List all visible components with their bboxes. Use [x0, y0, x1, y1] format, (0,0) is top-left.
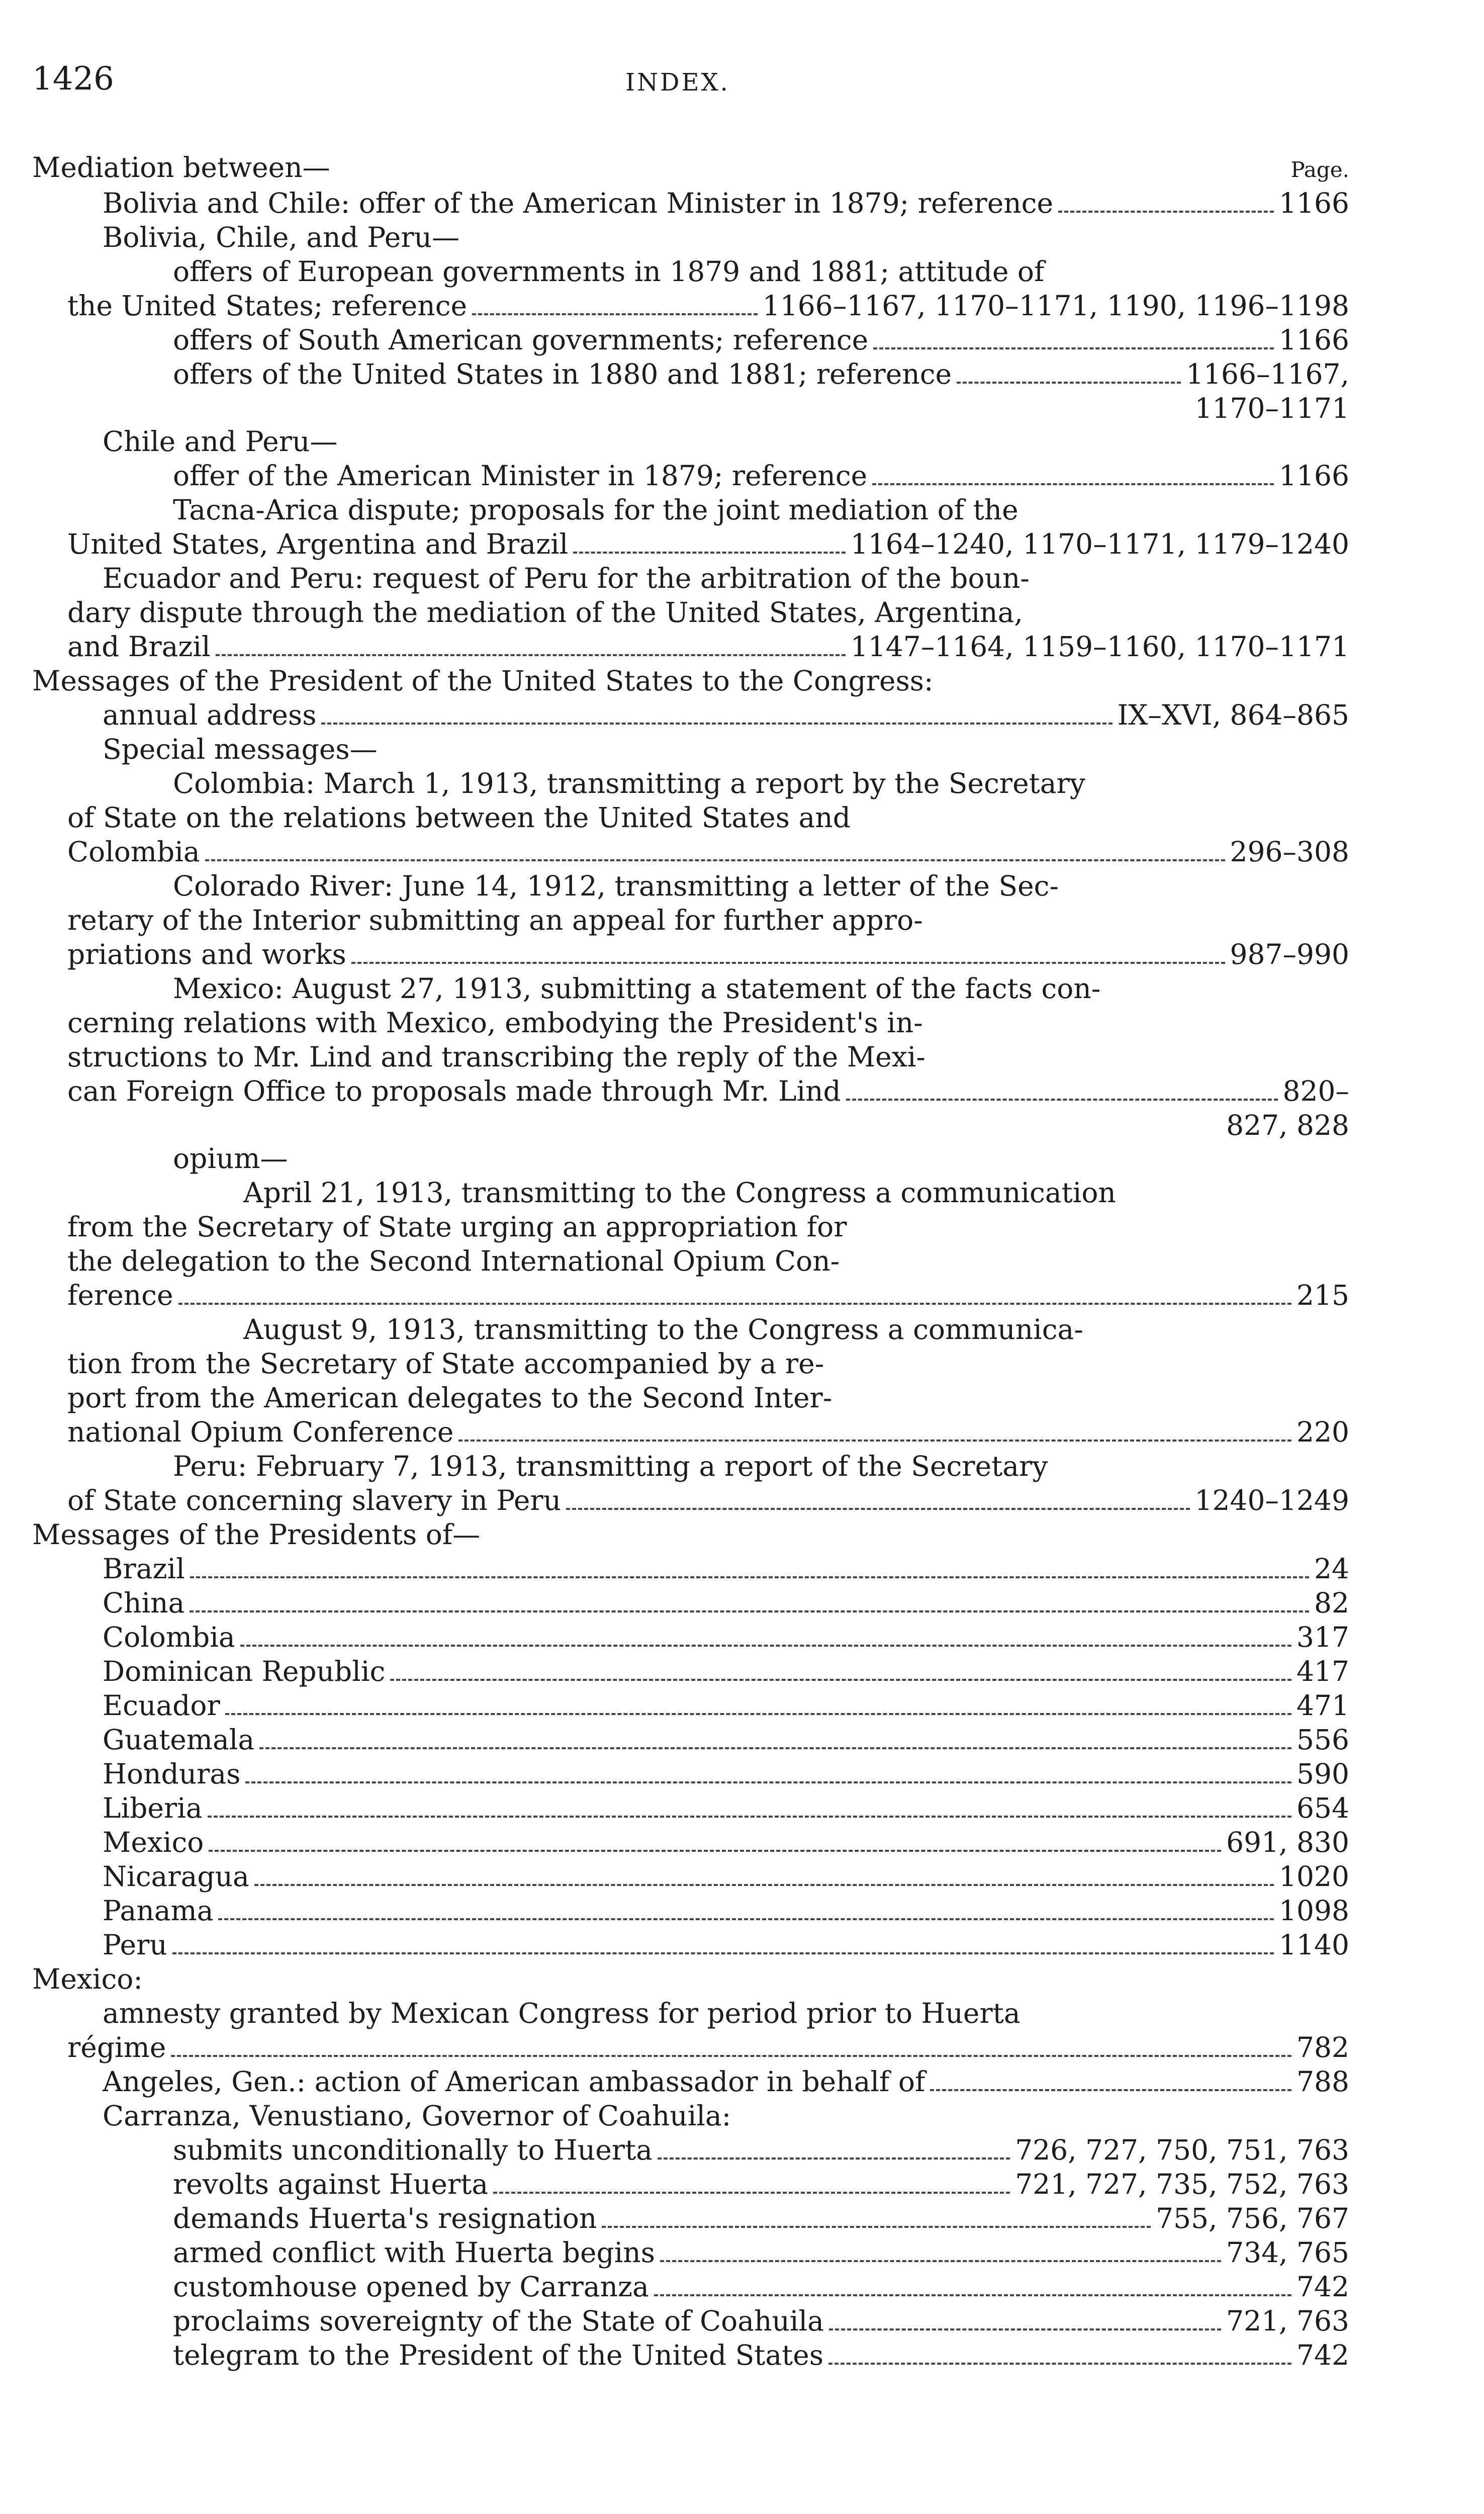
- dot-leader: [872, 483, 1274, 485]
- entry-text: Messages of the President of the United States to the Congress:: [32, 665, 934, 697]
- dot-leader: [829, 2328, 1221, 2330]
- entry-text: Mexico:: [32, 1963, 143, 1995]
- entry-text: Tacna-Arica dispute; proposals for the joint mediation of the: [173, 494, 1018, 526]
- index-entry: [32, 1723, 1349, 1757]
- entry-page-ref: 987–990: [1230, 938, 1349, 970]
- index-entry: [32, 425, 1349, 459]
- dot-leader: [1058, 211, 1274, 213]
- entry-page-ref: 1098: [1279, 1895, 1349, 1927]
- dot-leader: [209, 1850, 1221, 1852]
- dot-leader: [225, 1713, 1291, 1715]
- entry-page-ref: IX–XVI, 864–865: [1117, 699, 1349, 731]
- index-entry: [32, 1142, 1349, 1176]
- entry-page-ref: 726, 727, 750, 751, 763: [1015, 2134, 1349, 2166]
- index-entry: [32, 562, 1349, 596]
- index-entry: [32, 1552, 1349, 1586]
- index-entry: [32, 2099, 1349, 2133]
- index-entry: [32, 289, 1349, 323]
- index-entry: [32, 2168, 1349, 2202]
- index-entry: [32, 1484, 1349, 1518]
- entry-page-ref: 788: [1296, 2066, 1349, 2098]
- entry-text: of State on the relations between the United States and: [67, 801, 851, 834]
- index-entry: [32, 2065, 1349, 2099]
- entry-text: régime: [67, 2031, 166, 2063]
- entry-text: Colombia: [67, 836, 200, 868]
- index-entry: [32, 1450, 1349, 1484]
- entry-text: of State concerning slavery in Peru: [67, 1484, 562, 1516]
- entry-text: Colombia: [103, 1621, 235, 1653]
- index-entry: [32, 733, 1349, 767]
- dot-leader: [321, 723, 1112, 725]
- entry-text: Nicaragua: [103, 1860, 249, 1893]
- index-entry: [32, 938, 1349, 972]
- index-entry: [32, 255, 1349, 289]
- entry-text: August 9, 1913, transmitting to the Congress a communica-: [243, 1313, 1083, 1345]
- index-entry: [32, 1791, 1349, 1826]
- entry-page-ref: 820–: [1282, 1075, 1349, 1107]
- index-entry: [32, 1313, 1349, 1347]
- dot-leader: [240, 1645, 1291, 1647]
- entry-page-ref: 317: [1296, 1621, 1349, 1653]
- dot-leader: [828, 2363, 1291, 2365]
- entry-text: Honduras: [103, 1758, 241, 1790]
- entry-text: Bolivia, Chile, and Peru—: [103, 221, 460, 253]
- dot-leader: [218, 1918, 1274, 1920]
- index-entry: [32, 2270, 1349, 2304]
- entry-text: offer of the American Minister in 1879; reference: [173, 460, 868, 492]
- entry-page-ref: 215: [1296, 1279, 1349, 1311]
- index-entry: [32, 1074, 1349, 1109]
- index-entry: [32, 1279, 1349, 1313]
- entry-text: proclaims sovereignty of the State of Coahuila: [173, 2305, 824, 2337]
- entry-page-ref: 1166: [1279, 460, 1349, 492]
- dot-leader: [216, 654, 846, 656]
- index-entry: [32, 357, 1349, 392]
- index-entry: [32, 1006, 1349, 1040]
- entry-text: from the Secretary of State urging an appropriation for: [67, 1211, 847, 1243]
- entry-page-ref: 734, 765: [1226, 2236, 1349, 2269]
- index-entry: [32, 1655, 1349, 1689]
- entry-text: Special messages—: [103, 733, 378, 765]
- index-entry: [32, 630, 1349, 664]
- dot-leader: [205, 859, 1225, 861]
- entry-page-ref: 742: [1296, 2339, 1349, 2371]
- entry-page-ref: 1147–1164, 1159–1160, 1170–1171: [850, 631, 1349, 663]
- page-number: 1426: [32, 60, 114, 98]
- entry-page-ref: 471: [1296, 1689, 1349, 1722]
- dot-leader: [208, 1816, 1291, 1818]
- entry-page-ref: 24: [1314, 1553, 1349, 1585]
- dot-leader: [178, 1303, 1291, 1305]
- entry-text: priations and works: [67, 938, 346, 970]
- entry-text: the delegation to the Second International Opium Con-: [67, 1245, 840, 1277]
- index-entry: [32, 904, 1349, 938]
- index-entry: [32, 1928, 1349, 1962]
- entry-page-continuation: 1170–1171: [1194, 392, 1349, 424]
- entry-text: Mexico: August 27, 1913, submitting a statement of the facts con-: [173, 972, 1101, 1005]
- entry-text: Peru: February 7, 1913, transmitting a report of the Secretary: [173, 1450, 1048, 1482]
- entry-text: Angeles, Gen.: action of American ambassador in behalf of: [103, 2066, 925, 2098]
- dot-leader: [602, 2226, 1151, 2228]
- entry-text: national Opium Conference: [67, 1416, 454, 1448]
- entry-text: China: [103, 1587, 185, 1619]
- dot-leader: [957, 382, 1181, 384]
- index-entry: [32, 459, 1349, 493]
- entry-text: Mexico: [103, 1826, 204, 1858]
- index-entry: [32, 1381, 1349, 1415]
- dot-leader: [873, 347, 1274, 349]
- index-entry: [32, 698, 1349, 733]
- entry-text: telegram to the President of the United States: [173, 2339, 824, 2371]
- entry-text: dary dispute through the mediation of the United States, Argentina,: [67, 596, 1023, 628]
- index-entry: [32, 493, 1349, 527]
- entry-page-ref: 417: [1296, 1655, 1349, 1687]
- index-entry: [32, 1860, 1349, 1894]
- entry-text: April 21, 1913, transmitting to the Congress a communication: [243, 1177, 1116, 1209]
- dot-leader: [458, 1440, 1291, 1442]
- entry-text: Colorado River: June 14, 1912, transmitting a letter of the Sec-: [173, 870, 1059, 902]
- entry-text: offers of the United States in 1880 and 1881; reference: [173, 358, 952, 390]
- entry-text: annual address: [103, 699, 317, 731]
- index-entry: [32, 869, 1349, 904]
- entry-text: Colombia: March 1, 1913, transmitting a report by the Secretary: [173, 767, 1085, 799]
- dot-leader: [658, 2158, 1010, 2160]
- index-entry: [32, 1347, 1349, 1381]
- index-entry: [32, 1518, 1349, 1552]
- entry-text: Carranza, Venustiano, Governor of Coahuila:: [103, 2100, 731, 2132]
- entry-page-ref: 755, 756, 767: [1156, 2202, 1349, 2234]
- entry-page-ref: 220: [1296, 1416, 1349, 1448]
- index-entry: [32, 527, 1349, 562]
- entry-page-ref: 654: [1296, 1792, 1349, 1824]
- entry-page-ref: 590: [1296, 1758, 1349, 1790]
- index-entry: [32, 1826, 1349, 1860]
- index-entry: [32, 1962, 1349, 1997]
- index-entry: [32, 972, 1349, 1006]
- index-entry: [32, 2339, 1349, 2373]
- index-entry: [32, 1757, 1349, 1791]
- entry-text: amnesty granted by Mexican Congress for period prior to Huerta: [103, 1997, 1021, 2029]
- entry-page-ref: 721, 763: [1226, 2305, 1349, 2337]
- entry-page-ref: 691, 830: [1226, 1826, 1349, 1858]
- entry-page-ref: 782: [1296, 2031, 1349, 2063]
- entry-page-ref: 82: [1314, 1587, 1349, 1619]
- index-entry: [32, 323, 1349, 357]
- entry-text: revolts against Huerta: [173, 2168, 489, 2200]
- dot-leader: [846, 1099, 1278, 1101]
- index-entry: [32, 1689, 1349, 1723]
- index-entry: [32, 596, 1349, 630]
- entry-page-ref: 1140: [1279, 1929, 1349, 1961]
- entry-text: Chile and Peru—: [103, 425, 338, 458]
- entry-text: demands Huerta's resignation: [173, 2202, 597, 2234]
- dot-leader: [190, 1576, 1309, 1578]
- dot-leader: [660, 2260, 1221, 2262]
- entry-text: opium—: [173, 1142, 288, 1175]
- index-entry: [32, 1586, 1349, 1621]
- entry-text: Ecuador and Peru: request of Peru for the arbitration of the boun-: [103, 562, 1030, 594]
- entry-text: Panama: [103, 1895, 214, 1927]
- entry-page-ref: 1166: [1279, 187, 1349, 219]
- index-entry: [32, 1894, 1349, 1928]
- entry-page-ref: 742: [1296, 2271, 1349, 2303]
- entry-page-ref: 1166: [1279, 324, 1349, 356]
- entry-page-ref: 721, 727, 735, 752, 763: [1015, 2168, 1349, 2200]
- dot-leader: [172, 1952, 1274, 1954]
- index-entry: [32, 1997, 1349, 2031]
- entry-text: United States, Argentina and Brazil: [67, 528, 569, 560]
- entry-page-ref: Page.: [1290, 157, 1349, 182]
- index-entry: [32, 1210, 1349, 1244]
- running-title: INDEX.: [625, 68, 730, 97]
- index-entry: [32, 2031, 1349, 2065]
- entry-text: Dominican Republic: [103, 1655, 386, 1687]
- entry-text: can Foreign Office to proposals made through Mr. Lind: [67, 1075, 841, 1107]
- entry-text: Peru: [103, 1929, 167, 1961]
- dot-leader: [190, 1610, 1309, 1612]
- dot-leader: [245, 1781, 1291, 1783]
- entry-text: port from the American delegates to the Second Inter-: [67, 1382, 832, 1414]
- dot-leader: [351, 962, 1225, 964]
- entry-text: and Brazil: [67, 631, 211, 663]
- index-list: [32, 151, 1349, 2373]
- index-entry: [32, 2202, 1349, 2236]
- entry-text: structions to Mr. Lind and transcribing the reply of the Mexi-: [67, 1041, 925, 1073]
- index-entry: [32, 1244, 1349, 1279]
- entry-text: Guatemala: [103, 1724, 255, 1756]
- entry-page-ref: 1164–1240, 1170–1171, 1179–1240: [850, 528, 1349, 560]
- index-entry: [32, 1415, 1349, 1450]
- entry-text: offers of South American governments; reference: [173, 324, 869, 356]
- entry-text: Brazil: [103, 1553, 185, 1585]
- entry-page-ref: 1240–1249: [1194, 1484, 1349, 1516]
- entry-text: Liberia: [103, 1792, 203, 1824]
- entry-text: Messages of the Presidents of—: [32, 1518, 481, 1551]
- entry-page-continuation: 827, 828: [1226, 1109, 1349, 1141]
- index-entry: [32, 1040, 1349, 1074]
- index-entry: [32, 2133, 1349, 2168]
- index-entry: [32, 221, 1349, 255]
- entry-page-ref: 1166–1167,: [1186, 358, 1349, 390]
- index-entry: [32, 187, 1349, 221]
- index-entry: [32, 2236, 1349, 2270]
- dot-leader: [390, 1679, 1291, 1681]
- dot-leader: [472, 313, 758, 315]
- dot-leader: [573, 552, 845, 554]
- entry-text: Bolivia and Chile: offer of the American Minister in 1879; reference: [103, 187, 1054, 219]
- index-entry: [32, 1621, 1349, 1655]
- page-header: [32, 60, 1349, 111]
- entry-text: cerning relations with Mexico, embodying the President's in-: [67, 1007, 923, 1039]
- entry-page-ref: 556: [1296, 1724, 1349, 1756]
- dot-leader: [171, 2055, 1291, 2057]
- index-entry: [32, 2304, 1349, 2339]
- index-entry: [32, 1176, 1349, 1210]
- entry-text: retary of the Interior submitting an appeal for further appro-: [67, 904, 923, 936]
- entry-page-ref: 296–308: [1230, 836, 1349, 868]
- entry-text: Mediation between—: [32, 151, 330, 184]
- dot-leader: [259, 1747, 1291, 1749]
- entry-text: armed conflict with Huerta begins: [173, 2236, 655, 2269]
- entry-text: the United States; reference: [67, 290, 468, 322]
- dot-leader: [493, 2192, 1010, 2194]
- entry-text: customhouse opened by Carranza: [173, 2271, 649, 2303]
- dot-leader: [254, 1884, 1274, 1886]
- dot-leader: [566, 1508, 1189, 1510]
- entry-text: ference: [67, 1279, 173, 1311]
- entry-text: submits unconditionally to Huerta: [173, 2134, 653, 2166]
- entry-page-ref: 1166–1167, 1170–1171, 1190, 1196–1198: [762, 290, 1349, 322]
- dot-leader: [930, 2089, 1291, 2091]
- entry-text: tion from the Secretary of State accompanied by a re-: [67, 1348, 824, 1380]
- index-entry: [32, 835, 1349, 869]
- index-entry: [32, 767, 1349, 801]
- entry-text: offers of European governments in 1879 and 1881; attitude of: [173, 255, 1045, 288]
- dot-leader: [654, 2294, 1291, 2296]
- index-entry: [32, 664, 1349, 698]
- index-entry: [32, 151, 1349, 187]
- index-entry: [32, 801, 1349, 835]
- entry-page-ref: 1020: [1279, 1860, 1349, 1893]
- entry-text: Ecuador: [103, 1689, 220, 1722]
